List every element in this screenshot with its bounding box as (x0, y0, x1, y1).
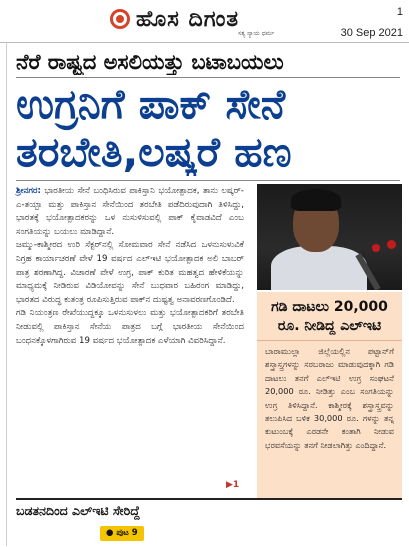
paragraph-3: ಗಡಿ ನಿಯಂತ್ರಣ ರೇಖೆಯುದ್ದಕ್ಕೂ ಒಳನುಸುಳಲು ಮತ್ತು ಭಯೋತ್ಪಾದಕರಿಗೆ ತರಬೇತಿ ನೀಡುವಲ್ಲಿ ಪಾಕಿಸ್ತಾನ ಸೇನೆಯ ಪಾತ್ರದ ಬಗ್ಗೆ ಭಾರತೀಯ ಸೇನೆಯಿಂದ ಬಂಧನಕ್ಕೊಳಗಾಗಿರುವ 19 ವರ್ಷದ ಭಯೋತ್ಪಾದಕ ಎಳೆಯಾಗಿ ವಿವರಿಸಿದ್ದಾನೆ. (16, 308, 244, 346)
continued-marker: ▶1 (226, 480, 240, 490)
headline-divider (16, 180, 400, 181)
page-number: 1 (396, 6, 403, 18)
headline-line-1: ಉಗ್ರನಿಗೆ ಪಾಕ್ ಸೇನೆ (16, 80, 286, 128)
paragraph-1: ಭಾರತೀಯ ಸೇನೆ ಬಂಧಿಸಿರುವ ಪಾಕಿಸ್ತಾನಿ ಭಯೋತ್ಪಾದಕ, ತಾನು ಲಷ್ಕರ್-ಎ-ತಯ್ಬಾ ಮತ್ತು ಪಾಕಿಸ್ತಾನ ಸೇನೆಯಿಂದ ತರಬೇತಿ ಪಡೆದಿರುವುದಾಗಿ ತಿಳಿಸಿದ್ದು, ಭಾರತಕ್ಕೆ ಭಯೋತ್ಪಾದಕರನ್ನು ಒಳ ನುಸುಳಿಸುವಲ್ಲಿ ಪಾಕ್ ಕೈವಾಡವಿದೆ ಎಂಬ ಸಂಗತಿಯನ್ನು ಬಯಲು ಮಾಡಿದ್ದಾನೆ. (16, 186, 244, 237)
masthead-title (110, 6, 239, 32)
sidebar-box (257, 292, 402, 499)
page-reference-tag[interactable]: ● ಪುಟ 9 (100, 526, 144, 541)
teaser-headline: ಬಡತನದಿಂದ ಎಲ್‌ಇಟಿ ಸೇರಿದ್ದೆ (16, 498, 402, 522)
masthead-tagline: ಸತ್ಯ ನ್ಯಾಯ ಧರ್ಮ (238, 30, 275, 37)
article-headline (16, 80, 401, 176)
terrorist-photo (257, 184, 402, 290)
sidebar-body: ಬಾರಾಮುಲ್ಲಾ ಜಿಲ್ಲೆಯಲ್ಲಿನ ಪಟ್ಟಾನ್‌ಗೆ ಶಸ್ತ್ರಾಸ್ತ್ರಗಳನ್ನು ಸರಬರಾಜು ಮಾಡುವುದಕ್ಕಾಗಿ ಗಡಿ ದಾಟಲು ತನಗೆ ಎಲ್‌ಇಟಿ ಉಗ್ರ ಸಂಘಟನೆ 20,000 ರೂ. ನೀಡಿತ್ತು ಎಂಬ ಸಂಗತಿಯನ್ನು ಉಗ್ರ ತಿಳಿಸಿದ್ದಾನೆ. ಕಾಶ್ಮೀರಕ್ಕೆ ಶಸ್ತ್ರಾಸ್ತ್ರವನ್ನು ತಲುಪಿಸಿದ ಬಳಿಕ 30,000 ರೂ. ಗಳನ್ನು ತನ್ನ ಕುಟುಂಬಕ್ಕೆ ಎರಡನೇ ಕಂತಾಗಿ ನೀಡುವ ಭರವಸೆಯನ್ನು ತನಗೆ ನೀಡಲಾಗಿತ್ತು ಎಂದಿದ್ದಾನೆ. (265, 346, 394, 450)
photo-hair (291, 189, 341, 211)
microphone-icon (372, 244, 380, 252)
article-kicker: ನೆರೆ ರಾಷ್ಟ್ರದ ಅಸಲಿಯತ್ತು ಬಟಾಬಯಲು (16, 50, 284, 74)
paragraph-2: ಜಮ್ಮು-ಕಾಶ್ಮೀರದ ಉರಿ ಸೆಕ್ಟರ್‌ನಲ್ಲಿ ಸೋಮವಾರ ಸೇನೆ ನಡೆಸಿದ ಒಳನುಸುಳುವಿಕೆ ನಿಗ್ರಹ ಕಾರ್ಯಾಚರಣೆ ವೇಳೆ 19 ವರ್ಷದ ಎಲ್‌ಇಟಿ ಭಯೋತ್ಪಾದಕ ಅಲಿ ಬಾಬರ್ ಪಾತ್ರ ಶರಣಾಗಿದ್ದ. ವಿಚಾರಣೆ ವೇಳೆ ಉಗ್ರ, ಪಾಕ್ ಕುರಿತ ಮಹತ್ವದ ಹೇಳಿಕೆಯನ್ನು ಮಾಧ್ಯಮಕ್ಕೆ ನೀಡಿರುವ ವಿಡಿಯೋವನ್ನು ಸೇನೆ ಬುಧವಾರ ಬಹಿರಂಗ ಮಾಡಿದ್ದು, ಭಾರತದ ವಿರುದ್ಧ ಕುತಂತ್ರ ರೂಪಿಸುತ್ತಿರುವ ಪಾಕ್‌ನ ದುಷ್ಟತ್ವ ಅನಾವರಣಗೊಂಡಿದೆ. (16, 240, 244, 305)
newspaper-logo-icon (110, 9, 130, 29)
photo-shirt (271, 246, 367, 290)
left-margin-line (6, 42, 7, 546)
headline-line-2: ತರಬೇತಿ,ಲಷ್ಕರೆ ಹಣ (16, 128, 292, 176)
article-paragraph (16, 185, 244, 239)
edition-date: 30 Sep 2021 (340, 27, 403, 39)
kicker-divider (16, 77, 400, 78)
article-body (16, 185, 244, 348)
sidebar-heading: ಗಡಿ ದಾಟಲು 20,000 ರೂ. ನೀಡಿದ್ದ ಎಲ್‌ಇಟಿ (257, 292, 402, 341)
newspaper-name: ಹೊಸ ದಿಗಂತ (136, 6, 240, 32)
masthead (0, 0, 409, 40)
dateline: ಶ್ರೀನಗರ: (16, 186, 41, 196)
microphone-icon (387, 240, 396, 249)
